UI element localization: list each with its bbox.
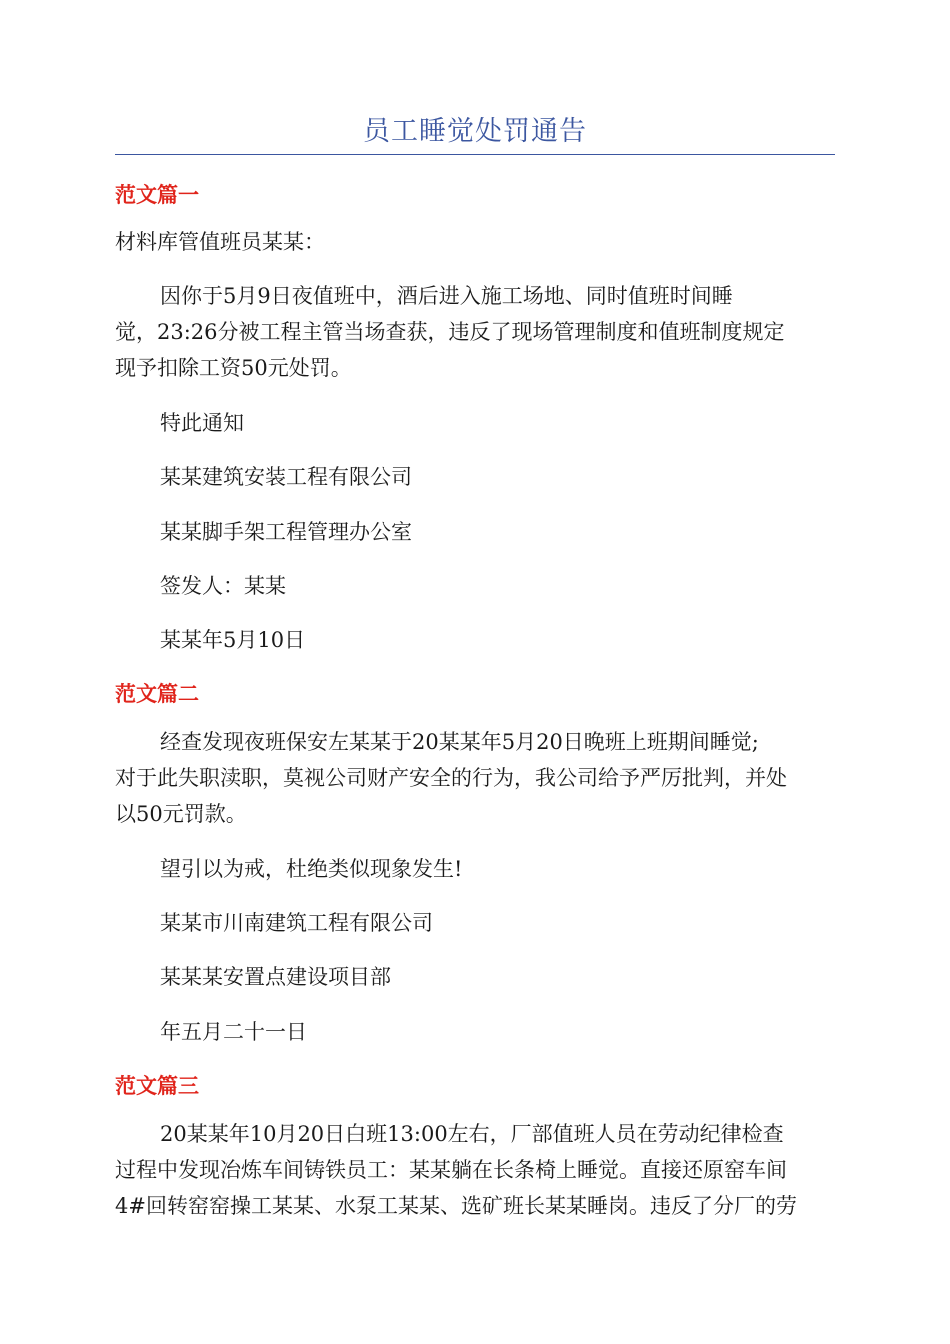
paragraph-line: 以50元罚款。 bbox=[115, 802, 247, 826]
paragraph-line: 望引以为戒，杜绝类似现象发生! bbox=[160, 857, 463, 881]
paragraph-line: 4#回转窑窑操工某某、水泵工某某、选矿班长某某睡岗。违反了分厂的劳 bbox=[115, 1194, 797, 1218]
date-line: 某某年5月10日 bbox=[160, 628, 306, 652]
company-name: 某某建筑安装工程有限公司 bbox=[160, 465, 412, 489]
paragraph-line: 材料库管值班员某某： bbox=[115, 230, 325, 254]
company-name: 某某市川南建筑工程有限公司 bbox=[160, 911, 433, 935]
title-underline bbox=[115, 154, 835, 155]
section-heading-1: 范文篇一 bbox=[115, 183, 199, 207]
section-heading-2: 范文篇二 bbox=[115, 682, 199, 706]
office-name: 某某脚手架工程管理办公室 bbox=[160, 520, 412, 544]
section-heading-3: 范文篇三 bbox=[115, 1074, 199, 1098]
document-title: 员工睡觉处罚通告 bbox=[363, 116, 587, 147]
paragraph-line: 对于此失职渎职，莫视公司财产安全的行为，我公司给予严厉批判，并处 bbox=[115, 766, 787, 790]
paragraph-line: 特此通知 bbox=[160, 411, 244, 435]
date-line: 年五月二十一日 bbox=[160, 1020, 307, 1044]
paragraph-line: 觉，23:26分被工程主管当场查获，违反了现场管理制度和值班制度规定 bbox=[115, 320, 785, 344]
paragraph-line: 20某某年10月20日白班13:00左右，厂部值班人员在劳动纪律检查 bbox=[160, 1122, 784, 1146]
office-name: 某某某安置点建设项目部 bbox=[160, 965, 391, 989]
signer-line: 签发人：某某 bbox=[160, 574, 286, 598]
paragraph-line: 过程中发现冶炼车间铸铁员工：某某躺在长条椅上睡觉。直接还原窑车间 bbox=[115, 1158, 787, 1182]
paragraph-line: 经查发现夜班保安左某某于20某某年5月20日晚班上班期间睡觉; bbox=[160, 730, 759, 754]
paragraph-line: 现予扣除工资50元处罚。 bbox=[115, 356, 352, 380]
paragraph-line: 因你于5月9日夜值班中，酒后进入施工场地、同时值班时间睡 bbox=[160, 284, 733, 308]
